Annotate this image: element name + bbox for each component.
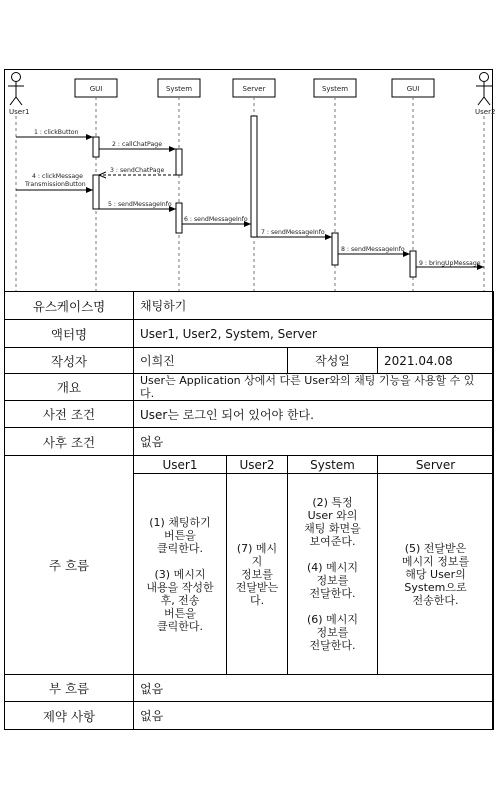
actor-user2 bbox=[475, 73, 495, 117]
message-4-line2: TransmissionButton bbox=[25, 181, 86, 188]
author-label: 작성자 bbox=[5, 348, 134, 374]
precondition-value: User는 로그인 되어 있어야 한다. bbox=[134, 401, 494, 428]
usecase-table bbox=[4, 291, 494, 730]
main-flow-user1: (1) 채팅하기 버튼을 클릭한다. (3) 메시지 내용을 작성한 후, 전송 버튼을 클릭한다. bbox=[134, 474, 227, 675]
message-9: 9 : bringUpMessage bbox=[419, 260, 481, 267]
postcondition-label: 사후 조건 bbox=[5, 428, 134, 456]
message-1: 1 : clickButton bbox=[34, 129, 79, 136]
main-header-user1: User1 bbox=[134, 456, 227, 474]
actor-value: User1, User2, System, Server bbox=[134, 320, 494, 348]
lifeline-label-user1: User1 bbox=[9, 108, 30, 116]
summary-value: User는 Application 상에서 다른 User와의 채팅 기능을 사용할 수 있다. bbox=[134, 374, 494, 401]
message-arrows bbox=[16, 137, 484, 267]
svg-text:Server: Server bbox=[242, 85, 266, 93]
precondition-label: 사전 조건 bbox=[5, 401, 134, 428]
main-header-system: System bbox=[288, 456, 378, 474]
lifeline-gui-2 bbox=[392, 79, 434, 97]
lifeline-gui-1 bbox=[75, 79, 117, 97]
date-label: 작성일 bbox=[288, 348, 378, 374]
svg-text:GUI: GUI bbox=[406, 85, 420, 93]
lifeline-system-2 bbox=[314, 79, 356, 97]
message-4-line1: 4 : clickMessage bbox=[32, 173, 83, 180]
author-value: 이희진 bbox=[134, 348, 288, 374]
actor-user1 bbox=[8, 73, 29, 117]
actor-label: 액터명 bbox=[5, 320, 134, 348]
sequence-diagram bbox=[4, 69, 496, 291]
message-7: 7 : sendMessageInfo bbox=[261, 229, 325, 236]
lifeline-system-1 bbox=[158, 79, 200, 97]
main-header-user2: User2 bbox=[227, 456, 288, 474]
message-5: 5 : sendMessageInfo bbox=[108, 201, 172, 208]
usecase-label: 유스케이스명 bbox=[5, 292, 134, 320]
lifeline-label-user2: User2 bbox=[475, 108, 496, 116]
constraint-value: 없음 bbox=[134, 702, 494, 730]
postcondition-value: 없음 bbox=[134, 428, 494, 456]
main-flow-system: (2) 특정 User 와의 채팅 화면을 보여준다. (4) 메시지 정보를 전달한다. (6) 메시지 정보를 전달한다. bbox=[288, 474, 378, 675]
message-3: 3 : sendChatPage bbox=[110, 167, 165, 174]
constraint-label: 제약 사항 bbox=[5, 702, 134, 730]
main-flow-user2: (7) 메시지 정보를 전달받는다. bbox=[227, 474, 288, 675]
message-6: 6 : sendMessageInfo bbox=[184, 216, 248, 223]
svg-text:System: System bbox=[321, 85, 349, 93]
summary-label: 개요 bbox=[5, 374, 134, 401]
subflow-value: 없음 bbox=[134, 675, 494, 702]
svg-text:GUI: GUI bbox=[89, 85, 103, 93]
message-8: 8 : sendMessageInfo bbox=[341, 246, 405, 253]
lifeline-server bbox=[233, 79, 275, 97]
message-2: 2 : callChatPage bbox=[112, 141, 163, 148]
svg-text:System: System bbox=[165, 85, 193, 93]
subflow-label: 부 흐름 bbox=[5, 675, 134, 702]
usecase-value: 채팅하기 bbox=[134, 292, 494, 320]
main-header-server: Server bbox=[378, 456, 494, 474]
date-value: 2021.04.08 bbox=[378, 348, 494, 374]
main-flow-label: 주 흐름 bbox=[5, 456, 134, 675]
main-flow-server: (5) 전달받은 메시지 정보를 해당 User의 System으로 전송한다. bbox=[378, 474, 494, 675]
